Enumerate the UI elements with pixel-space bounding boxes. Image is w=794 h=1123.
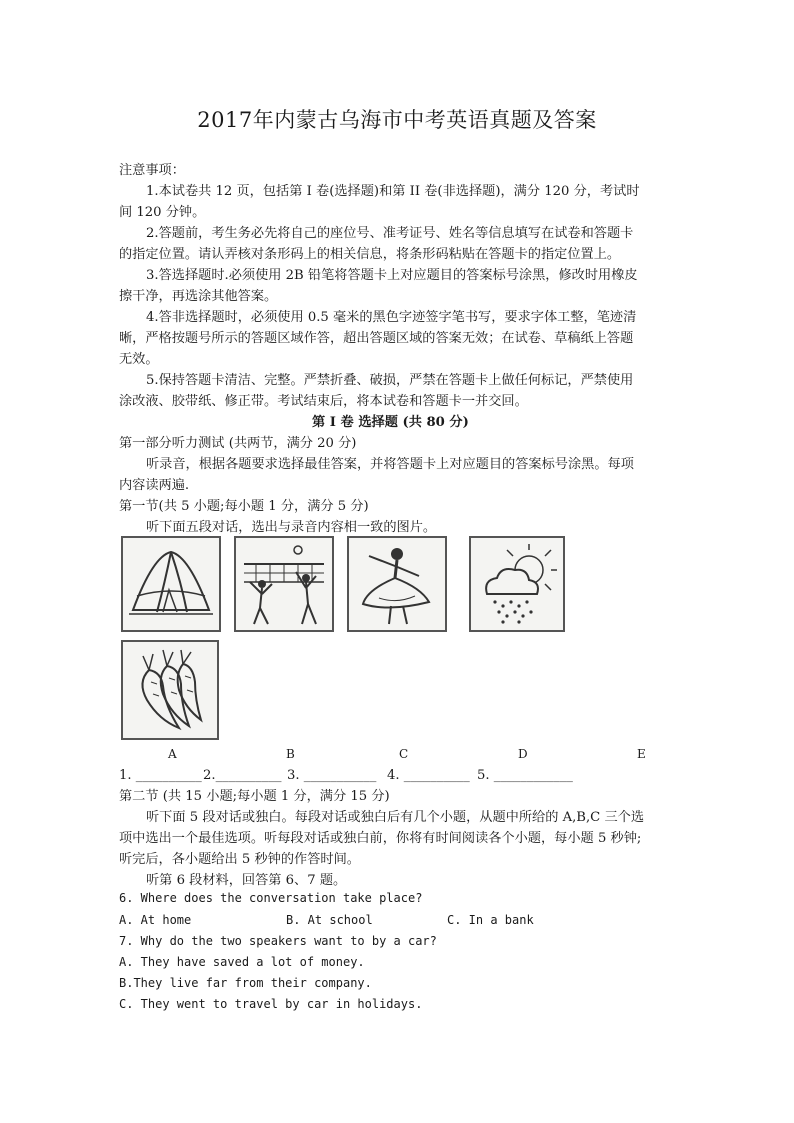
dancer-picture — [347, 536, 447, 632]
notice-line: 5.保持答题卡清洁、完整。严禁折叠、破损，严禁在答题卡上做任何标记，严禁使用 — [146, 373, 634, 388]
question-7: 7. Why do the two speakers want to by a car? — [119, 934, 437, 948]
tent-picture — [121, 536, 221, 632]
notice-line: 涂改液、胶带纸、修正带。考试结束后，将本试卷和答题卡一并交回。 — [119, 394, 528, 409]
section2-heading: 第二节 (共 15 小题;每小题 1 分，满分 15 分) — [119, 789, 390, 804]
notice-line: 擦干净，再选涂其他答案。 — [119, 289, 278, 304]
volleyball-icon — [236, 538, 332, 630]
dancer-icon — [349, 538, 445, 630]
q6-option-b[interactable]: B. At school — [286, 913, 373, 927]
section1-heading: 第一节(共 5 小题;每小题 1 分，满分 5 分) — [119, 499, 369, 514]
notice-line: 的指定位置。请认弄核对条形码上的相关信息，将条形码粘贴在答题卡的指定位置上。 — [119, 247, 621, 262]
rain-cloud-picture — [469, 536, 565, 632]
rain-cloud-icon — [471, 538, 563, 630]
notice-line: 间 120 分钟。 — [119, 205, 206, 220]
q7-option-b[interactable]: B.They live far from their company. — [119, 976, 372, 990]
picture-label-b: B — [286, 747, 295, 761]
q6-option-c[interactable]: C. In a bank — [447, 913, 534, 927]
section2-instruction: 听完后，各小题给出 5 秒钟的作答时间。 — [119, 852, 360, 867]
volume-title: 第 I 卷 选择题 (共 80 分) — [312, 415, 469, 430]
q7-option-a[interactable]: A. They have saved a lot of money. — [119, 955, 365, 969]
answer-blank-4[interactable]: 4. __________ — [387, 768, 470, 783]
section2-instruction: 听下面 5 段对话或独白。每段对话或独白后有几个小题，从题中所给的 A,B,C 三个选 — [146, 810, 645, 825]
carrots-icon — [123, 642, 217, 738]
q6-option-a[interactable]: A. At home — [119, 913, 192, 927]
notice-heading: 注意事项： — [119, 163, 185, 178]
q7-option-c[interactable]: C. They went to travel by car in holidays. — [119, 997, 423, 1011]
part1-heading: 第一部分听力测试 (共两节，满分 20 分) — [119, 436, 357, 451]
section2-instruction: 项中选出一个最佳选项。听每段对话或独白前，你将有时间阅读各个小题，每小题 5 秒钟; — [119, 831, 642, 846]
section1-instruction: 听下面五段对话，选出与录音内容相一致的图片。 — [146, 520, 437, 535]
picture-label-a: A — [168, 747, 177, 761]
notice-line: 3.答选择题时.必须使用 2B 铅笔将答题卡上对应题目的答案标号涂黑，修改时用橡皮 — [146, 268, 638, 283]
picture-label-e: E — [637, 747, 646, 761]
answer-blank-1[interactable]: 1. __________ — [119, 768, 202, 783]
page-title: 2017年内蒙古乌海市中考英语真题及答案 — [197, 108, 597, 132]
notice-line: 1.本试卷共 12 页，包括第 I 卷(选择题)和第 II 卷(非选择题)，满分 120 分，考试时 — [146, 184, 640, 199]
part1-instruction: 听录音，根据各题要求选择最佳答案，并将答题卡上对应题目的答案标号涂黑。每项 — [146, 457, 634, 472]
carrots-picture — [121, 640, 219, 740]
notice-line: 4.答非选择题时，必须使用 0.5 毫米的黑色字迹签字笔书写，要求字体工整，笔迹清 — [146, 310, 637, 325]
answer-blank-3[interactable]: 3. ___________ — [287, 768, 377, 783]
part1-instruction: 内容读两遍. — [119, 478, 190, 493]
answer-blank-2[interactable]: 2.__________ — [203, 768, 282, 783]
tent-icon — [123, 538, 219, 630]
answer-blank-5[interactable]: 5. ____________ — [477, 768, 573, 783]
notice-line: 2.答题前，考生务必先将自己的座位号、准考证号、姓名等信息填写在试卷和答题卡 — [146, 226, 634, 241]
volleyball-picture — [234, 536, 334, 632]
question-6: 6. Where does the conversation take place? — [119, 891, 423, 905]
picture-label-d: D — [518, 747, 528, 761]
notice-line: 无效。 — [119, 352, 159, 367]
notice-line: 晰，严格按题号所示的答题区域作答，超出答题区域的答案无效；在试卷、草稿纸上答题 — [119, 331, 634, 346]
passage-instruction: 听第 6 段材料，回答第 6、7 题。 — [146, 873, 347, 888]
picture-label-c: C — [399, 747, 409, 761]
